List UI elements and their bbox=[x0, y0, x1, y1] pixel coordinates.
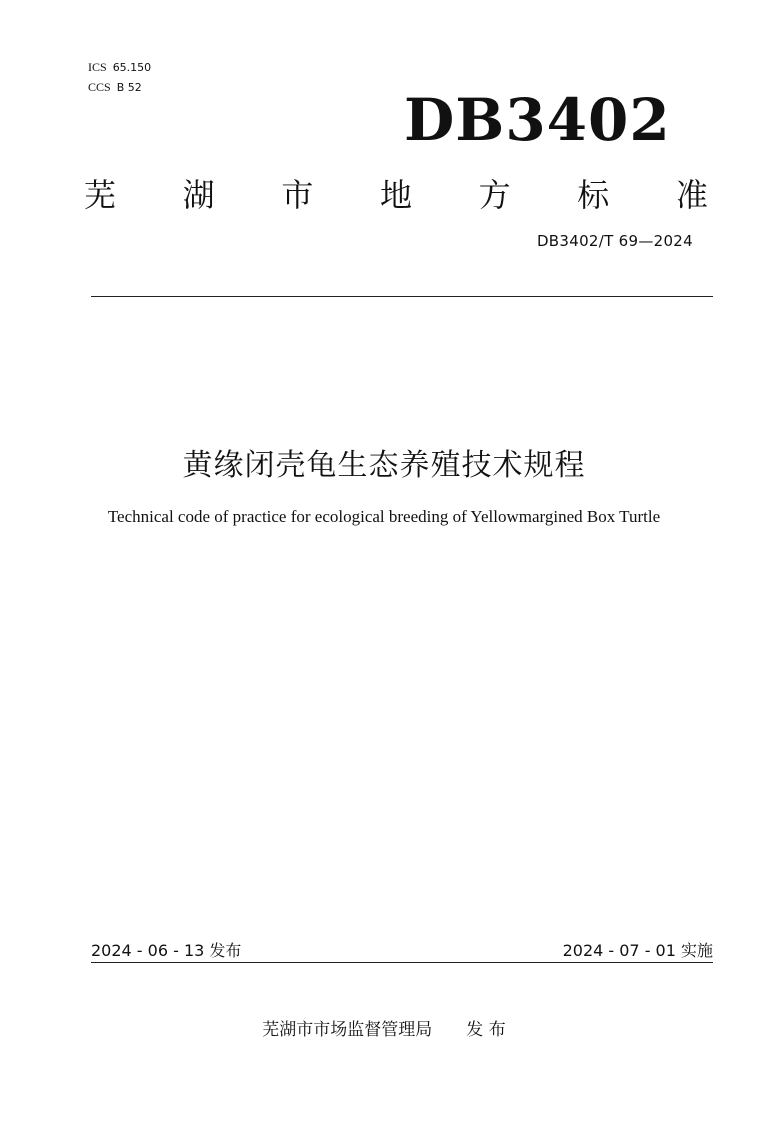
standard-type-char: 方 bbox=[478, 176, 511, 214]
standard-type-char: 标 bbox=[577, 176, 610, 214]
standard-number: DB3402/T 69—2024 bbox=[536, 232, 693, 250]
ccs-code bbox=[88, 80, 142, 95]
title-english: Technical code of practice for ecological breeding of Yellowmargined Box Turtle bbox=[107, 507, 661, 526]
standard-type-char: 湖 bbox=[182, 176, 215, 214]
ics-code bbox=[88, 60, 151, 75]
title-chinese: 黄缘闭壳龟生态养殖技术规程 bbox=[182, 448, 586, 483]
standard-type-char: 地 bbox=[379, 176, 412, 214]
standard-type-char: 芜 bbox=[84, 176, 117, 214]
standard-type-char: 准 bbox=[675, 176, 708, 214]
ics-label: ICS bbox=[88, 60, 107, 74]
ccs-label: CCS bbox=[88, 80, 111, 94]
standard-type-char: 市 bbox=[281, 176, 314, 214]
issue-date: 2024 - 06 - 13 发布 bbox=[91, 941, 242, 960]
issue-word: 发 布 bbox=[466, 1020, 506, 1040]
issuer-name: 芜湖市市场监督管理局 bbox=[262, 1020, 433, 1040]
ics-value: 65.150 bbox=[112, 61, 152, 74]
standard-type bbox=[84, 170, 708, 216]
ccs-value: B 52 bbox=[116, 81, 142, 94]
footer-divider bbox=[91, 962, 713, 963]
db-code: DB3402 bbox=[404, 86, 671, 154]
issuer-line bbox=[0, 1015, 768, 1040]
implementation-date: 2024 - 07 - 01 实施 bbox=[562, 941, 713, 960]
header-divider bbox=[91, 296, 713, 297]
